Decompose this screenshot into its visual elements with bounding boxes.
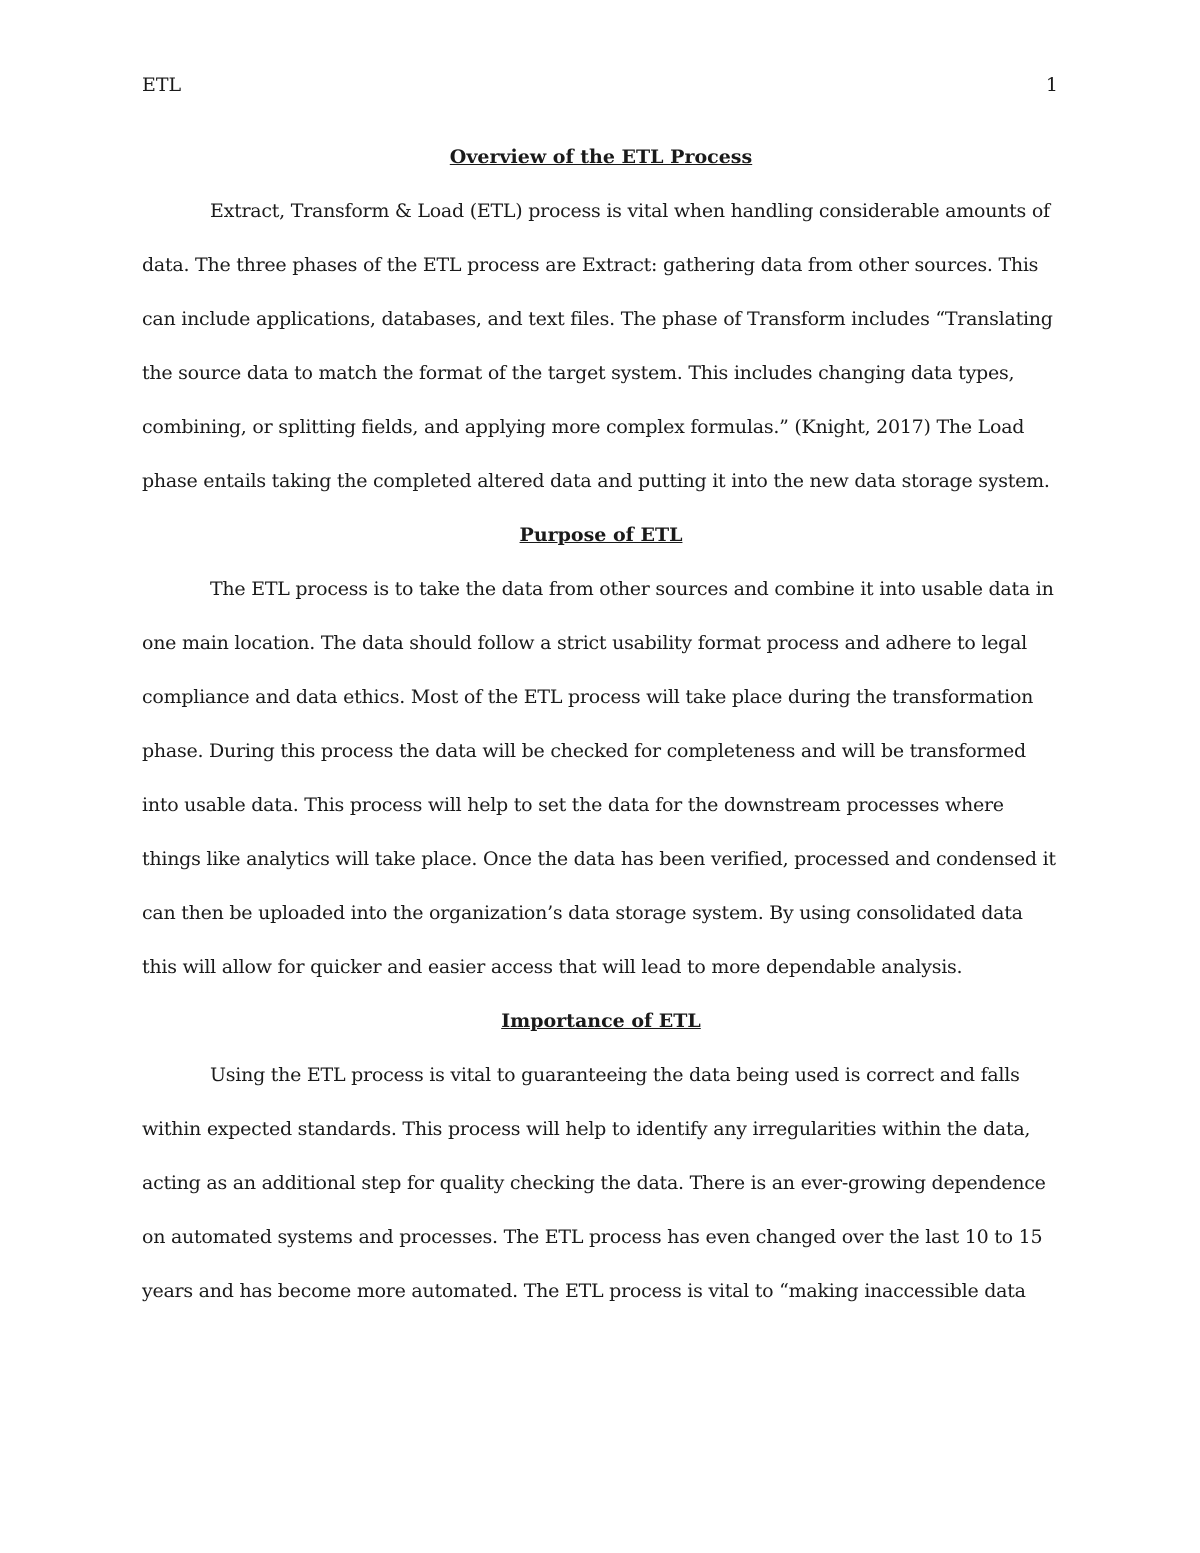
- page-number: 1: [1045, 74, 1058, 96]
- section-heading-purpose: Purpose of ETL: [519, 524, 683, 546]
- section-heading-overview: Overview of the ETL Process: [449, 146, 753, 168]
- section-overview: [142, 130, 1060, 508]
- section-paragraph-purpose: The ETL process is to take the data from other sources and combine it into usable data in one main location. The data should follow a strict usability format process and adhere to legal compliance and data ethics. Most of the ETL process will take place during the transformation phase. During this process the data will be checked for completeness and will be transformed into usable data. This process will help to set the data for the downstream processes where things like analytics will take place. Once the data has been verified, processed and condensed it can then be uploaded into the organization’s data storage system. By using consolidated data this will allow for quicker and easier access that will lead to more dependable analysis.: [142, 578, 1056, 978]
- section-purpose: [142, 508, 1060, 994]
- section-paragraph-importance: Using the ETL process is vital to guaranteeing the data being used is correct and falls within expected standards. This process will help to identify any irregularities within the data, acting as an additional step for quality checking the data. There is an ever-growing dependence on automated systems and processes. The ETL process has even changed over the last 10 to 15 years and has become more automated. The ETL process is vital to “making inaccessible data: [142, 1064, 1046, 1302]
- page-header: [142, 74, 1058, 104]
- section-heading-importance: Importance of ETL: [501, 1010, 701, 1032]
- section-importance: [142, 994, 1060, 1318]
- document-body: [142, 130, 1060, 1318]
- section-paragraph-overview: Extract, Transform & Load (ETL) process is vital when handling considerable amounts of data. The three phases of the ETL process are Extract: gathering data from other sources. This can include applications, databases, and text files. The phase of Transform includes “Translating the source data to match the format of the target system. This includes changing data types, combining, or splitting fields, and applying more complex formulas.” (Knight, 2017) The Load phase entails taking the completed altered data and putting it into the new data storage system.: [142, 200, 1053, 492]
- running-head: ETL: [142, 74, 182, 96]
